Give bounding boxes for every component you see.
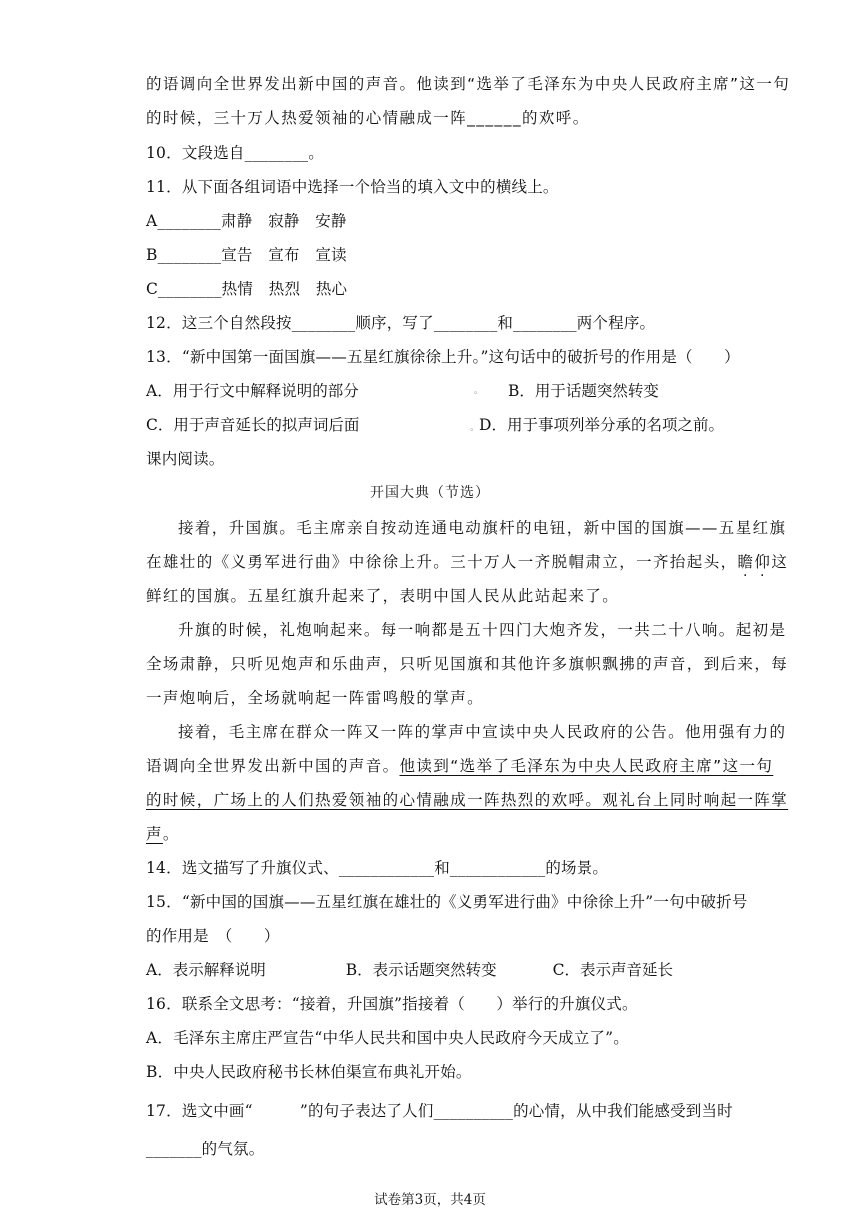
spacer-mark: 。 — [470, 423, 480, 433]
passage-text: 在雄壮的《义勇军进行曲》中徐徐上升。三十万人一齐脱帽肃立，一齐抬起头， — [146, 553, 738, 571]
passage-line: 全场肃静，只听见炮声和乐曲声，只听见国旗和其他许多旗帜飘拂的声音，到后来，每 — [146, 655, 789, 673]
passage-line: 一声炮响后，全场就响起一阵雷鸣般的掌声。 — [146, 689, 485, 707]
passage-text: 这 — [771, 553, 789, 571]
emphasis-char: 瞻 — [737, 553, 755, 571]
q16-option-a: A．毛泽东主席庄严宣告“中华人民共和国中央人民政府今天成立了”。 — [146, 1029, 629, 1047]
passage-text: 语调向全世界发出新中国的声音。 — [146, 757, 400, 775]
q15-option-c: C．表示声音延长 — [552, 961, 673, 979]
question-12: 12．这三个自然段按________顺序，写了________和________两个程序。 — [146, 314, 656, 332]
question-15-cont: 的作用是 （ ） — [146, 927, 280, 945]
emphasis-char: 仰 — [754, 553, 772, 571]
passage-text: 。 — [162, 825, 180, 843]
underlined-sentence: 他读到“选举了毛泽东为中央人民政府主席”这一句 — [399, 757, 774, 775]
question-11: 11．从下面各组词语中选择一个恰当的填入文中的横线上。 — [146, 178, 559, 196]
passage-line: 升旗的时候，礼炮响起来。每一响都是五十四门大炮齐发，一共二十八响。起初是 — [178, 621, 787, 639]
q13-option-b: B．用于话题突然转变 — [508, 382, 659, 400]
text-line: 的语调向全世界发出新中国的声音。他读到“选举了毛泽东为中央人民政府主席”这一句 — [146, 75, 791, 93]
q15-option-b: B．表示话题突然转变 — [345, 961, 497, 979]
q13-option-a: A．用于行文中解释说明的部分 — [146, 382, 359, 400]
question-13: 13．“新中国第一面国旗——五星红旗徐徐上升。”这句话中的破折号的作用是（ ） — [146, 348, 740, 366]
page-footer: 试卷第3页，共4页 — [374, 1192, 486, 1208]
q13-mark — [474, 379, 483, 397]
option-b: B________宣告 宣布 宣读 — [146, 246, 347, 264]
q15-options — [146, 958, 753, 980]
option-a: A________肃静 寂静 安静 — [146, 212, 347, 230]
passage-title: 开国大典（节选） — [370, 485, 490, 501]
question-16: 16．联系全文思考：“接着，升国旗”指接着（ ）举行的升旗仪式。 — [146, 995, 638, 1013]
option-c: C________热情 热烈 热心 — [146, 280, 348, 298]
passage-line — [146, 754, 780, 776]
question-17: 17．选文中画“ ”的句子表达了人们__________的心情，从中我们能感受到当时 — [146, 1102, 733, 1120]
q16-option-b: B．中央人民政府秘书长林伯渠宣布典礼开始。 — [146, 1063, 472, 1081]
q13-option-d-wrap — [470, 413, 724, 435]
passage-line — [146, 550, 789, 572]
spacer-mark: 。 — [474, 386, 484, 396]
q13-option-c: C．用于声音延长的拟声词后面 — [146, 416, 360, 434]
question-17-cont: _______的气氛。 — [146, 1140, 265, 1158]
underlined-sentence: 的时候，广场上的人们热爱领袖的心情融成一阵热烈的欢呼。观礼台上同时响起一阵掌 — [146, 791, 789, 809]
section-label: 课内阅读。 — [146, 450, 225, 468]
q15-option-a: A．表示解释说明 — [146, 961, 266, 979]
q13-option-d: D．用于事项列举分承的名项之前。 — [479, 416, 724, 434]
passage-line: 接着，毛主席在群众一阵又一阵的掌声中宣读中央人民政府的公告。他用强有力的 — [178, 723, 787, 741]
passage-line — [146, 822, 780, 844]
question-14: 14．选文描写了升旗仪式、____________和____________的场景。 — [146, 859, 609, 877]
q13-options-row-1 — [146, 379, 359, 401]
question-10: 10．文段选自________。 — [146, 144, 324, 162]
q13-options-row-2 — [146, 413, 359, 435]
text-line: 的时候，三十万人热爱领袖的心情融成一阵______的欢呼。 — [146, 109, 590, 127]
passage-line: 鲜红的国旗。五星红旗升起来了，表明中国人民从此站起来了。 — [146, 587, 620, 605]
q13-option-b-wrap — [508, 379, 659, 401]
question-15: 15．“新中国的国旗——五星红旗在雄壮的《义勇军进行曲》中徐徐上升”一句中破折号 — [146, 893, 748, 911]
underlined-sentence: 声 — [146, 825, 163, 843]
passage-line: 接着，升国旗。毛主席亲自按动连通电动旗杆的电钮，新中国的国旗——五星红旗 — [178, 519, 787, 537]
